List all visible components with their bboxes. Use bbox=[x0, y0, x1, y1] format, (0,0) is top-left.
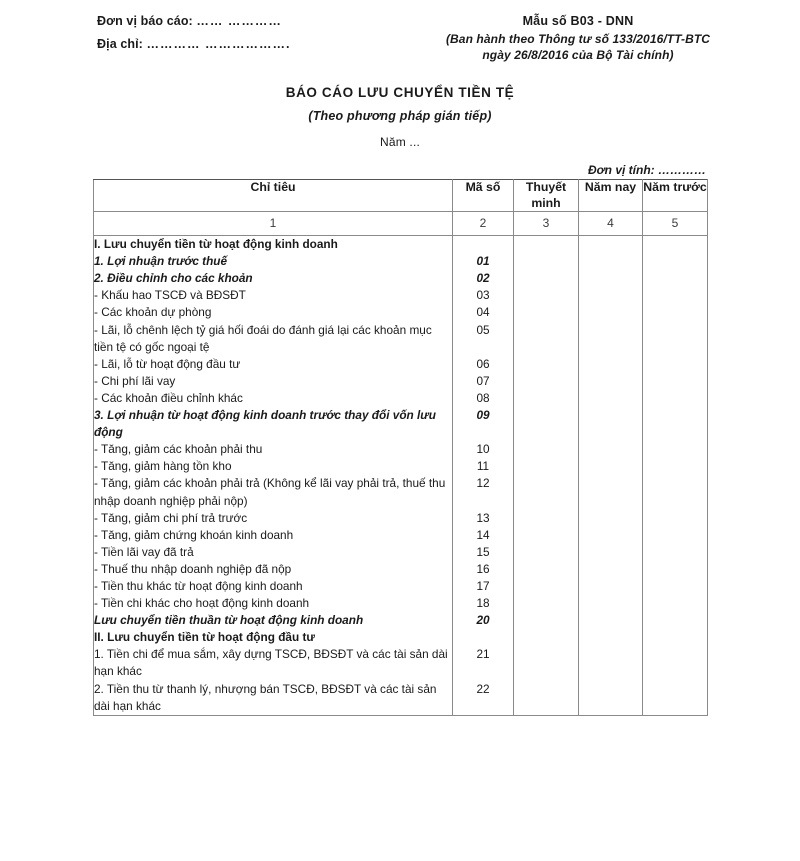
row-code: 18 bbox=[453, 595, 514, 612]
table-row bbox=[94, 373, 708, 390]
currency-unit-wrap bbox=[0, 163, 707, 177]
row-code: 13 bbox=[453, 510, 514, 527]
row-indicator: - Lãi, lỗ từ hoạt động đầu tư bbox=[94, 356, 453, 373]
row-note-cell[interactable] bbox=[514, 356, 579, 373]
column-number-4: 4 bbox=[579, 212, 643, 236]
document-year: Năm ... bbox=[379, 135, 421, 150]
document-header bbox=[0, 0, 800, 63]
row-code: 03 bbox=[453, 287, 514, 304]
row-indicator: 2. Tiền thu từ thanh lý, nhượng bán TSCĐ, BĐSĐT và các tài sản dài hạn khác bbox=[94, 681, 453, 716]
row-current-year-cell[interactable] bbox=[579, 629, 643, 646]
row-current-year-cell[interactable] bbox=[579, 646, 643, 680]
row-current-year-cell[interactable] bbox=[579, 561, 643, 578]
row-current-year-cell[interactable] bbox=[579, 304, 643, 321]
row-current-year-cell[interactable] bbox=[579, 322, 643, 356]
row-previous-year-cell[interactable] bbox=[643, 595, 708, 612]
row-note-cell[interactable] bbox=[514, 270, 579, 287]
row-note-cell[interactable] bbox=[514, 287, 579, 304]
table-row bbox=[94, 304, 708, 321]
row-previous-year-cell[interactable] bbox=[643, 236, 708, 254]
row-current-year-cell[interactable] bbox=[579, 681, 643, 716]
row-note-cell[interactable] bbox=[514, 561, 579, 578]
cash-flow-table bbox=[93, 179, 708, 715]
row-current-year-cell[interactable] bbox=[579, 458, 643, 475]
row-previous-year-cell[interactable] bbox=[643, 681, 708, 716]
table-row bbox=[94, 441, 708, 458]
row-note-cell[interactable] bbox=[514, 629, 579, 646]
row-note-cell[interactable] bbox=[514, 253, 579, 270]
reporting-unit-label: Đơn vị báo cáo: bbox=[97, 14, 193, 28]
column-number-1: 1 bbox=[94, 212, 453, 236]
row-indicator: II. Lưu chuyển tiền từ hoạt động đầu tư bbox=[94, 629, 453, 646]
row-indicator: - Chi phí lãi vay bbox=[94, 373, 453, 390]
row-note-cell[interactable] bbox=[514, 646, 579, 680]
row-indicator: - Các khoản dự phòng bbox=[94, 304, 453, 321]
row-current-year-cell[interactable] bbox=[579, 544, 643, 561]
table-row bbox=[94, 458, 708, 475]
row-note-cell[interactable] bbox=[514, 458, 579, 475]
table-row bbox=[94, 322, 708, 356]
form-code: Mẫu số B03 - DNN bbox=[522, 14, 634, 28]
column-header-code: Mã số bbox=[453, 180, 514, 212]
table-row bbox=[94, 390, 708, 407]
row-current-year-cell[interactable] bbox=[579, 236, 643, 254]
table-row bbox=[94, 475, 708, 509]
row-note-cell[interactable] bbox=[514, 304, 579, 321]
row-code: 22 bbox=[453, 681, 514, 716]
page-title: BÁO CÁO LƯU CHUYỂN TIỀN TỆ bbox=[285, 85, 515, 101]
table-row bbox=[94, 595, 708, 612]
row-indicator: - Tăng, giảm các khoản phải trả (Không kể lãi vay phải trả, thuế thu nhập doanh nghiệp phải nộp) bbox=[94, 475, 453, 509]
currency-unit-label: Đơn vị tính: ………… bbox=[587, 163, 706, 178]
address-dots: ………… ………………. bbox=[146, 37, 291, 51]
row-current-year-cell[interactable] bbox=[579, 475, 643, 509]
row-previous-year-cell[interactable] bbox=[643, 304, 708, 321]
table-header bbox=[94, 180, 708, 236]
row-previous-year-cell[interactable] bbox=[643, 561, 708, 578]
row-indicator: 1. Lợi nhuận trước thuế bbox=[94, 253, 453, 270]
row-current-year-cell[interactable] bbox=[579, 373, 643, 390]
row-indicator: - Lãi, lỗ chênh lệch tỷ giá hối đoái do đánh giá lại các khoản mục tiền tệ có gốc ngoại tệ bbox=[94, 322, 453, 356]
row-note-cell[interactable] bbox=[514, 373, 579, 390]
row-previous-year-cell[interactable] bbox=[643, 407, 708, 441]
row-indicator: 1. Tiền chi để mua sắm, xây dựng TSCĐ, BĐSĐT và các tài sản dài hạn khác bbox=[94, 646, 453, 680]
row-previous-year-cell[interactable] bbox=[643, 253, 708, 270]
row-previous-year-cell[interactable] bbox=[643, 527, 708, 544]
table-body bbox=[94, 236, 708, 716]
row-previous-year-cell[interactable] bbox=[643, 441, 708, 458]
form-code-block bbox=[370, 14, 800, 63]
row-current-year-cell[interactable] bbox=[579, 612, 643, 629]
row-code: 12 bbox=[453, 475, 514, 509]
table-column-number-row bbox=[94, 212, 708, 236]
row-current-year-cell[interactable] bbox=[579, 253, 643, 270]
row-code: 02 bbox=[453, 270, 514, 287]
row-indicator: - Các khoản điều chỉnh khác bbox=[94, 390, 453, 407]
address-line bbox=[97, 37, 370, 51]
document-title-block bbox=[0, 85, 800, 149]
row-current-year-cell[interactable] bbox=[579, 407, 643, 441]
row-current-year-cell[interactable] bbox=[579, 270, 643, 287]
row-previous-year-cell[interactable] bbox=[643, 629, 708, 646]
row-code: 06 bbox=[453, 356, 514, 373]
table-row bbox=[94, 629, 708, 646]
row-current-year-cell[interactable] bbox=[579, 595, 643, 612]
row-note-cell[interactable] bbox=[514, 681, 579, 716]
row-code: 21 bbox=[453, 646, 514, 680]
table-row bbox=[94, 236, 708, 254]
row-code: 08 bbox=[453, 390, 514, 407]
row-indicator: - Tiền lãi vay đã trả bbox=[94, 544, 453, 561]
row-previous-year-cell[interactable] bbox=[643, 270, 708, 287]
row-indicator: - Tăng, giảm chi phí trả trước bbox=[94, 510, 453, 527]
row-indicator: - Tăng, giảm các khoản phải thu bbox=[94, 441, 453, 458]
row-note-cell[interactable] bbox=[514, 236, 579, 254]
table-row bbox=[94, 270, 708, 287]
row-previous-year-cell[interactable] bbox=[643, 612, 708, 629]
table-row bbox=[94, 578, 708, 595]
row-code: 11 bbox=[453, 458, 514, 475]
row-code bbox=[453, 629, 514, 646]
column-header-note: Thuyết minh bbox=[514, 180, 579, 212]
column-number-5: 5 bbox=[643, 212, 708, 236]
row-code: 01 bbox=[453, 253, 514, 270]
column-number-3: 3 bbox=[514, 212, 579, 236]
row-note-cell[interactable] bbox=[514, 390, 579, 407]
row-indicator: 2. Điều chỉnh cho các khoản bbox=[94, 270, 453, 287]
row-previous-year-cell[interactable] bbox=[643, 544, 708, 561]
reporting-unit-block bbox=[0, 14, 370, 63]
row-previous-year-cell[interactable] bbox=[643, 373, 708, 390]
reporting-unit-line bbox=[97, 14, 370, 28]
row-indicator: 3. Lợi nhuận từ hoạt động kinh doanh trước thay đổi vốn lưu động bbox=[94, 407, 453, 441]
row-previous-year-cell[interactable] bbox=[643, 475, 708, 509]
row-code: 10 bbox=[453, 441, 514, 458]
row-previous-year-cell[interactable] bbox=[643, 646, 708, 680]
row-note-cell[interactable] bbox=[514, 527, 579, 544]
row-indicator: - Thuế thu nhập doanh nghiệp đã nộp bbox=[94, 561, 453, 578]
column-number-2: 2 bbox=[453, 212, 514, 236]
row-previous-year-cell[interactable] bbox=[643, 578, 708, 595]
address-label: Địa chỉ: bbox=[97, 37, 143, 51]
row-note-cell[interactable] bbox=[514, 510, 579, 527]
row-code: 05 bbox=[453, 322, 514, 356]
table-row bbox=[94, 561, 708, 578]
row-previous-year-cell[interactable] bbox=[643, 458, 708, 475]
form-decree-line-2: ngày 26/8/2016 của Bộ Tài chính) bbox=[482, 48, 674, 63]
row-note-cell[interactable] bbox=[514, 407, 579, 441]
table-row bbox=[94, 287, 708, 304]
row-note-cell[interactable] bbox=[514, 441, 579, 458]
row-indicator: I. Lưu chuyển tiền từ hoạt động kinh doanh bbox=[94, 236, 453, 254]
form-decree-line-1: (Ban hành theo Thông tư số 133/2016/TT-BTC bbox=[445, 32, 711, 46]
row-note-cell[interactable] bbox=[514, 595, 579, 612]
column-header-current-year: Năm nay bbox=[579, 180, 643, 212]
table-row bbox=[94, 407, 708, 441]
row-code: 14 bbox=[453, 527, 514, 544]
row-previous-year-cell[interactable] bbox=[643, 322, 708, 356]
row-indicator: - Tiền thu khác từ hoạt động kinh doanh bbox=[94, 578, 453, 595]
column-header-indicator: Chỉ tiêu bbox=[94, 180, 453, 212]
row-previous-year-cell[interactable] bbox=[643, 390, 708, 407]
row-code: 09 bbox=[453, 407, 514, 441]
row-current-year-cell[interactable] bbox=[579, 356, 643, 373]
row-current-year-cell[interactable] bbox=[579, 441, 643, 458]
row-code: 20 bbox=[453, 612, 514, 629]
row-note-cell[interactable] bbox=[514, 322, 579, 356]
table-row bbox=[94, 646, 708, 680]
row-note-cell[interactable] bbox=[514, 544, 579, 561]
row-code: 15 bbox=[453, 544, 514, 561]
reporting-unit-dots: …… ………… bbox=[196, 14, 282, 28]
row-current-year-cell[interactable] bbox=[579, 390, 643, 407]
row-indicator: - Tiền chi khác cho hoạt động kinh doanh bbox=[94, 595, 453, 612]
document-subtitle: (Theo phương pháp gián tiếp) bbox=[308, 109, 492, 124]
row-current-year-cell[interactable] bbox=[579, 527, 643, 544]
table-row bbox=[94, 681, 708, 716]
row-code: 17 bbox=[453, 578, 514, 595]
row-current-year-cell[interactable] bbox=[579, 510, 643, 527]
row-previous-year-cell[interactable] bbox=[643, 287, 708, 304]
row-code bbox=[453, 236, 514, 254]
row-indicator: - Tăng, giảm hàng tồn kho bbox=[94, 458, 453, 475]
form-decree bbox=[370, 31, 786, 63]
column-header-previous-year: Năm trước bbox=[643, 180, 708, 212]
table-row bbox=[94, 527, 708, 544]
table-row bbox=[94, 612, 708, 629]
row-previous-year-cell[interactable] bbox=[643, 510, 708, 527]
row-note-cell[interactable] bbox=[514, 612, 579, 629]
row-note-cell[interactable] bbox=[514, 578, 579, 595]
row-current-year-cell[interactable] bbox=[579, 287, 643, 304]
table-row bbox=[94, 544, 708, 561]
row-indicator: - Khấu hao TSCĐ và BĐSĐT bbox=[94, 287, 453, 304]
row-note-cell[interactable] bbox=[514, 475, 579, 509]
table-row bbox=[94, 510, 708, 527]
row-current-year-cell[interactable] bbox=[579, 578, 643, 595]
table-row bbox=[94, 356, 708, 373]
row-code: 16 bbox=[453, 561, 514, 578]
row-indicator: Lưu chuyển tiền thuần từ hoạt động kinh doanh bbox=[94, 612, 453, 629]
row-previous-year-cell[interactable] bbox=[643, 356, 708, 373]
table-row bbox=[94, 253, 708, 270]
row-indicator: - Tăng, giảm chứng khoán kinh doanh bbox=[94, 527, 453, 544]
row-code: 04 bbox=[453, 304, 514, 321]
table-header-row bbox=[94, 180, 708, 212]
cash-flow-table-wrap bbox=[93, 179, 707, 715]
row-code: 07 bbox=[453, 373, 514, 390]
